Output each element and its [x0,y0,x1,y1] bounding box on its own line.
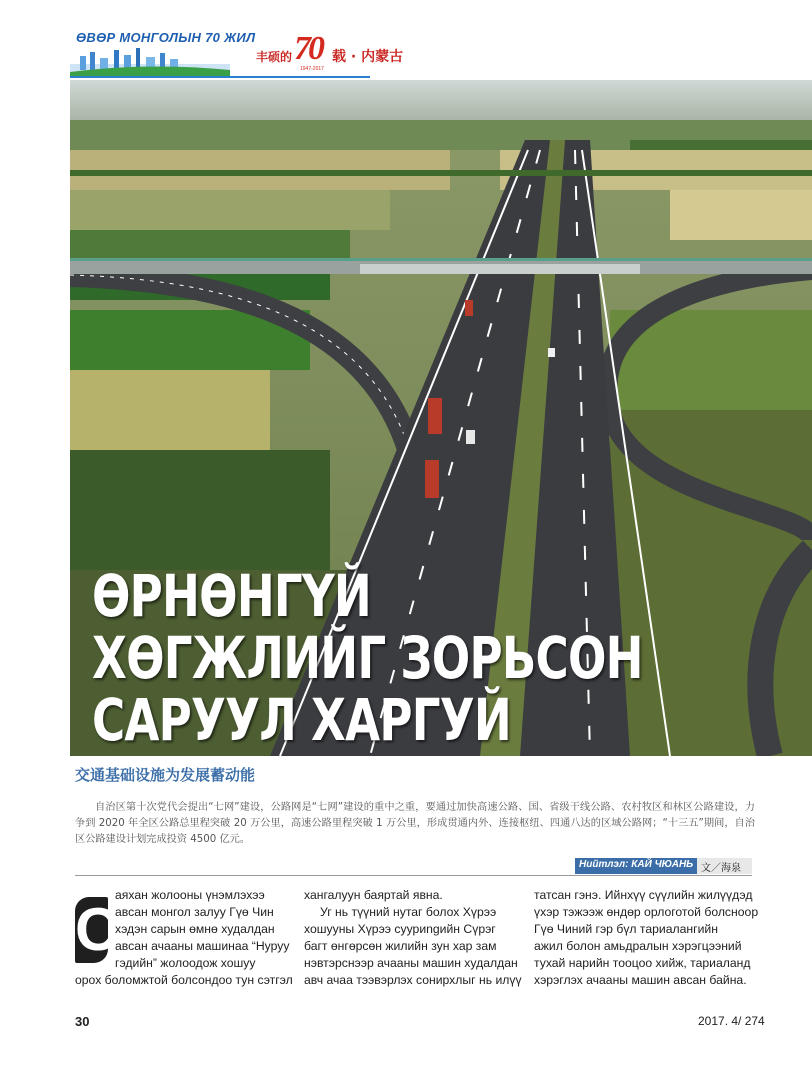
page-number: 30 [75,1014,90,1029]
body-column-2 [304,887,522,988]
byline-author: Нийтлэл: КАЙ ЧЮАНЬ [579,859,694,870]
body-line: үхэр тэжээж өндөр орлоготой болсноор [534,904,759,919]
header-chinese-suffix: 载 · 内蒙古 [332,49,404,65]
chinese-subtitle: 交通基础设施为发展蓄动能 [75,766,256,784]
body-line: хэдэн сарын өмнө худалдан [115,921,275,936]
title-line-1: ӨРНӨНГҮЙ [92,562,372,630]
body-line: гэдийн” жолоодож хошуу [115,955,256,970]
body-line: Уг нь түүний нутаг болох Хүрээ [320,904,497,919]
header-divider [70,76,370,78]
title-line-3: САРУУЛ ХАРГУЙ [92,686,511,754]
header-chinese-prefix: 丰硕的 [256,50,293,64]
header-anniversary-years: 1947-2017 [300,66,324,72]
issue-number: 2017. 4/ 274 [698,1014,765,1028]
body-line: хэрэглэх ачааны машин авсан байна. [534,972,747,987]
body-column-1 [75,887,293,988]
body-line: татсан гэнэ. Ийнхүү сүүлийн жилүүдэд [534,888,753,902]
body-line: нэвтэрснээр ачааны машин худалдан [304,955,518,970]
body-line: тухай нарийн тооцоо хийж, тариаланд [534,955,751,970]
chinese-abstract: 自治区第十次党代会提出“七网”建设，公路网是“七网”建设的重中之重，要通过加快高速公路、国、省级干线公路、农村牧区和林区公路建设，力争到 2020 年全区公路总里程突破 20 万公里，高速公路里程突破 1 万公里，形成贯通内外、连接枢纽、四通八达的区域公路网；“十三五”期间，自治区公路建设计划完成投资 4500 亿元。 [75,802,755,845]
city-skyline-graphic [70,46,230,76]
body-line: аяхан жолооны үнэмлэхээ [115,888,265,902]
body-line: хошууны Хүрээ сууриngийн Сүрэг [304,921,496,936]
body-line: ажил болон амьдралын хэрэгцээний [534,938,742,953]
title-line-2: ХӨГЖЛИЙГ ЗОРЬСОН [92,624,643,692]
byline-divider [75,875,752,876]
body-line: авсан ачааны машинаа “Нуруу [115,938,290,953]
header-anniversary-number: 70 [294,30,322,67]
magazine-header-logo [70,30,404,78]
body-line: орох боломжтой болсондоо тун сэтгэл [75,972,293,987]
body-line: хангалуун баяртай явна. [304,888,443,902]
body-line: авч ачаа тээвэрлэх сонирхлыг нь илүү [304,972,522,987]
header-mongolian-title: ӨВӨР МОНГОЛЫН 70 ЖИЛ [76,30,256,45]
drop-cap: С [75,896,119,963]
body-line: багт өнгөрсөн жилийн зун хар зам [304,938,497,953]
body-column-3 [534,887,759,988]
body-line: авсан монгол залуу Гүө Чин [115,904,274,919]
body-line: Гүө Чиний гэр бүл тариалангийн [534,921,718,936]
byline-author-chinese: 文／海泉 [701,863,741,874]
article-title [92,562,643,754]
